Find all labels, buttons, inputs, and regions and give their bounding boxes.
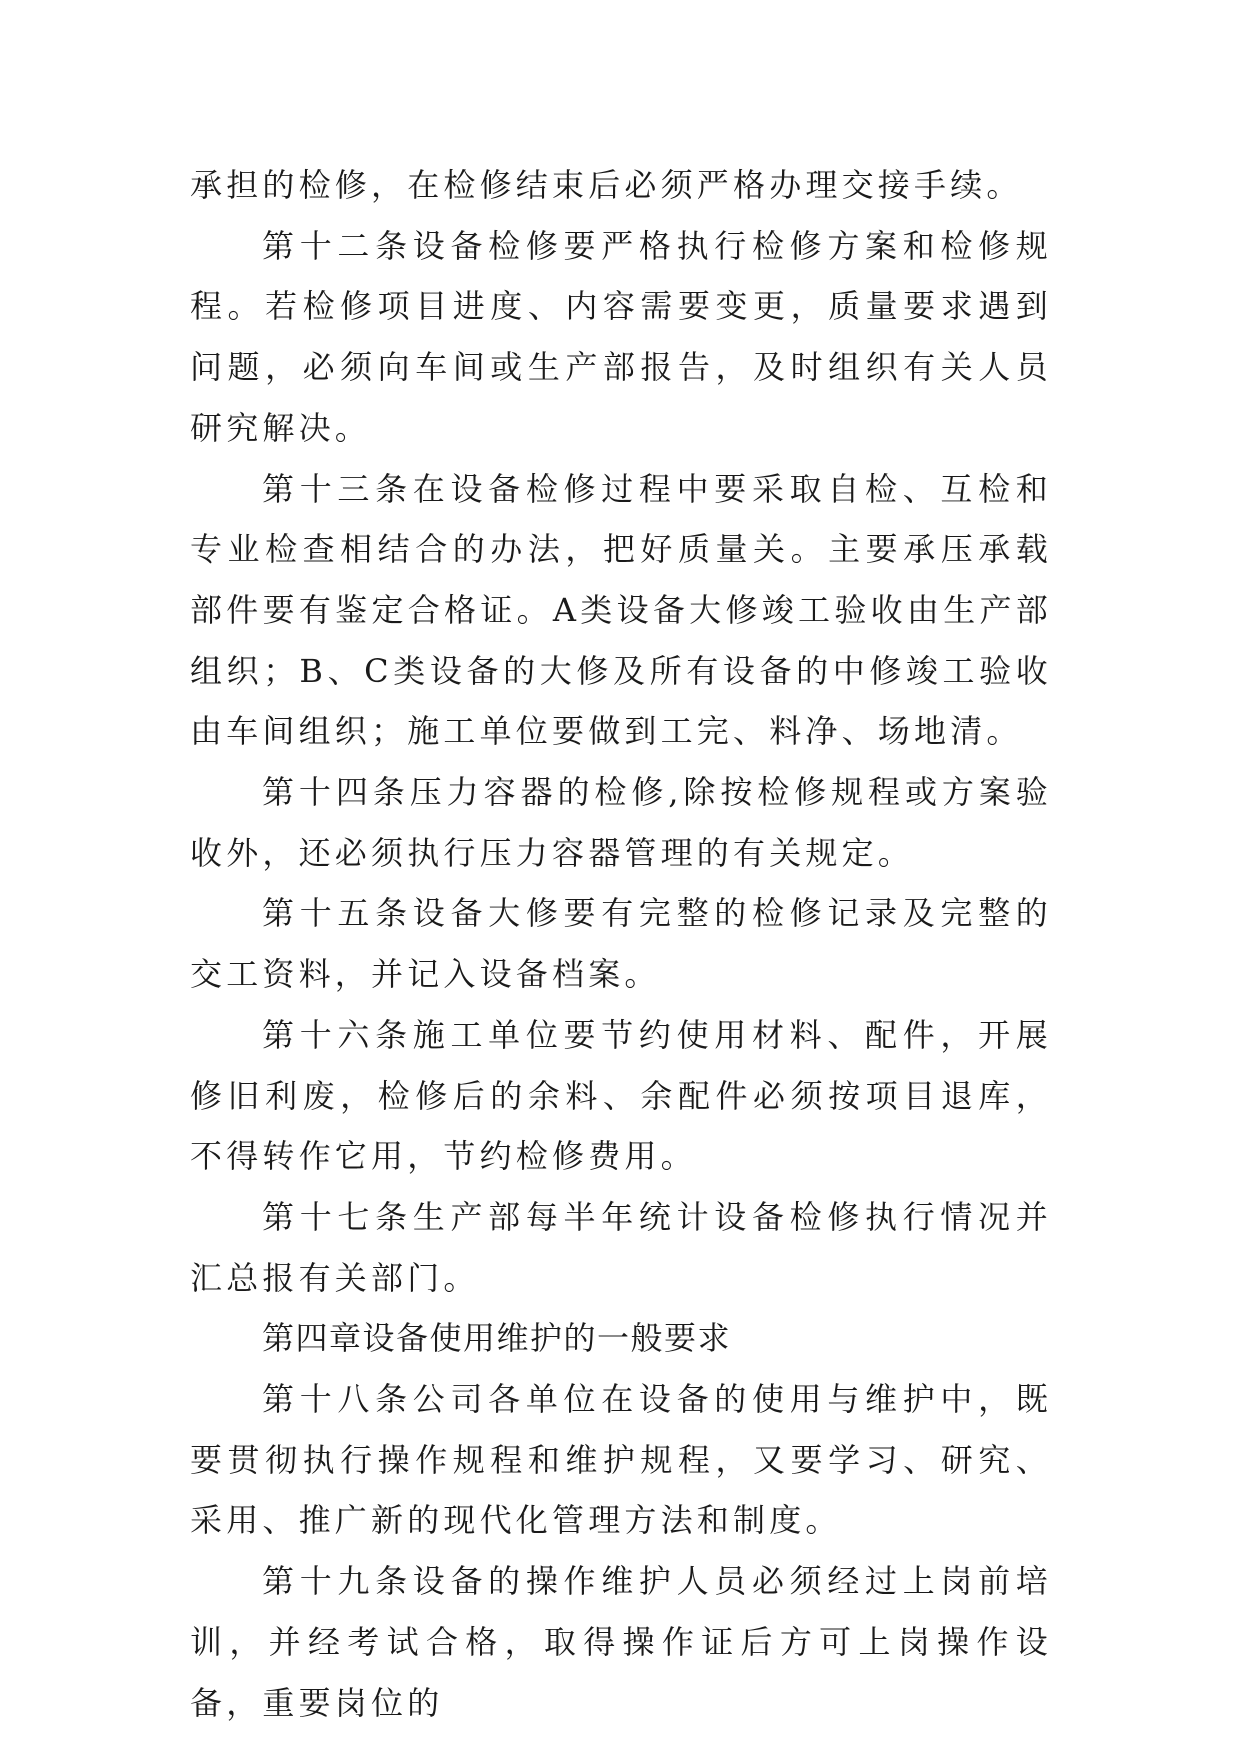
article-12: 第十二条设备检修要严格执行检修方案和检修规程。若检修项目进度、内容需要变更，质量要求遇到问题，必须向车间或生产部报告，及时组织有关人员研究解决。 (190, 226, 1052, 447)
paragraph-continuation: 承担的检修，在检修结束后必须严格办理交接手续。 (190, 166, 1023, 204)
article-18: 第十八条公司各单位在设备的使用与维护中，既要贯彻执行操作规程和维护规程，又要学习、研究、采用、推广新的现代化管理方法和制度。 (190, 1380, 1052, 1540)
article-14: 第十四条压力容器的检修,除按检修规程或方案验收外，还必须执行压力容器管理的有关规定。 (190, 773, 1052, 872)
article-17: 第十七条生产部每半年统计设备检修执行情况并汇总报有关部门。 (190, 1197, 1052, 1297)
article-19: 第十九条设备的操作维护人员必须经过上岗前培训，并经考试合格，取得操作证后方可上岗操作设备，重要岗位的 (190, 1562, 1052, 1722)
article-15: 第十五条设备大修要有完整的检修记录及完整的交工资料，并记入设备档案。 (190, 894, 1052, 994)
chapter-4-heading: 第四章设备使用维护的一般要求 (262, 1319, 732, 1358)
article-16: 第十六条施工单位要节约使用材料、配件，开展修旧利废，检修后的余料、余配件必须按项目退库，不得转作它用，节约检修费用。 (190, 1015, 1052, 1176)
article-13: 第十三条在设备检修过程中要采取自检、互检和专业检查相结合的办法，把好质量关。主要承压承载部件要有鉴定合格证。A类设备大修竣工验收由生产部组织；B、C类设备的大修及所有设备的中修竣工验收由车间组织；施工单位要做到工完、料净、场地清。 (190, 469, 1052, 751)
document-body (190, 155, 1052, 1733)
